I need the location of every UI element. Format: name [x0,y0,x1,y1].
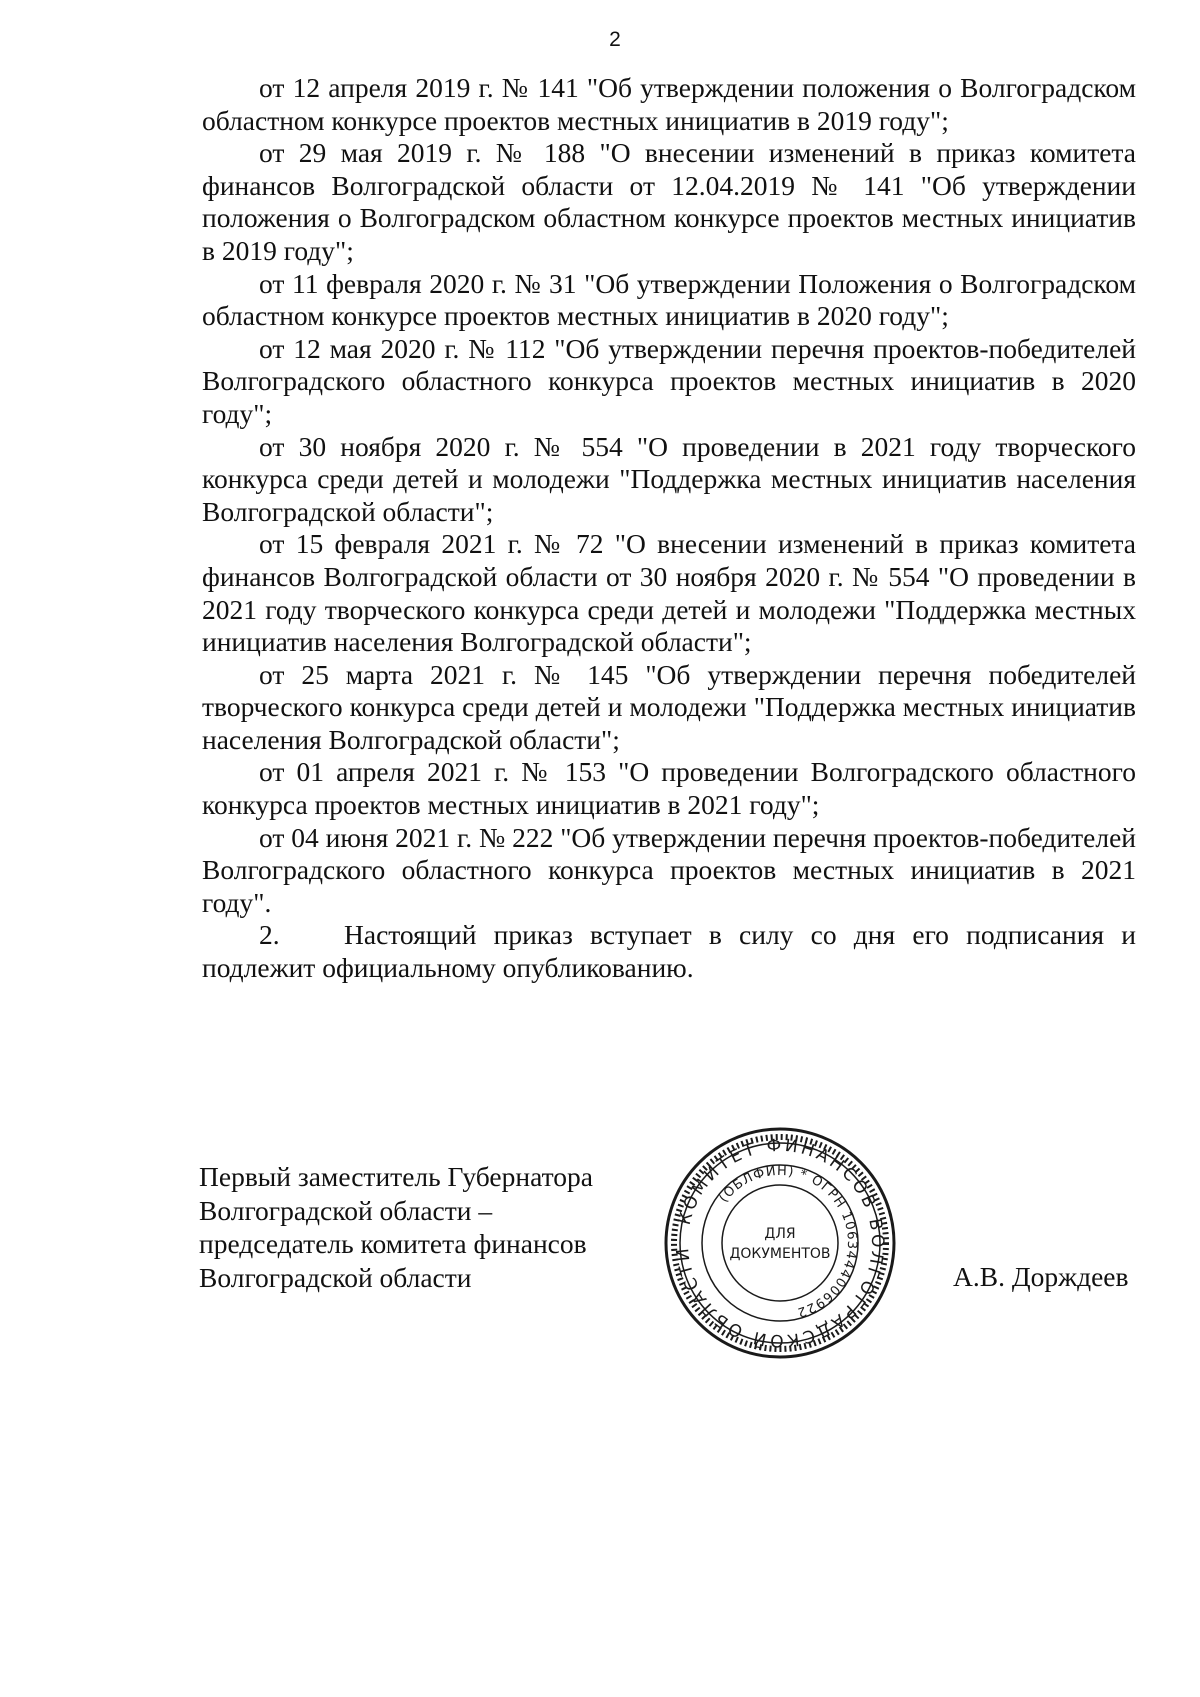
order-reference-paragraph: от 04 июня 2021 г. № 222 "Об утверждении перечня проектов-победителей Волгоградского областного конкурса проектов местных инициатив в 2021 году". [202,821,1137,918]
order-reference-paragraph: от 15 февраля 2021 г. № 72 "О внесении изменений в приказ комитета финансов Волгоградской области от 30 ноября 2020 г. № 554 "О проведении в 2021 году творческого конкурса среди детей и молодежи "Поддержка местных инициатив населения Волгоградской области"; [202,528,1136,658]
item-2-text: Настоящий приказ вступает в силу со дня его подписания и подлежит официальному опубликованию. [202,919,1136,984]
seal-outer-text: КОМИТЕТ ФИНАНСОВ ВОЛГОГРАДСКОЙ ОБЛАСТИ [672,1135,888,1351]
signer-position-line: председатель комитета финансов [199,1228,587,1259]
order-reference-paragraph: от 25 марта 2021 г. № 145 "Об утверждении перечня победителей творческого конкурса среди детей и молодежи "Поддержка местных инициатив населения Волгоградской области"; [202,658,1136,755]
seal-graphic [660,1123,900,1363]
page-number: 2 [609,28,621,51]
seal-center-text: ДЛЯ [764,1226,796,1242]
document-body [202,72,1136,985]
item-2-number: 2. [259,919,280,951]
item-2-paragraph [202,919,1136,984]
seal-outer-ring [666,1129,894,1357]
signer-position-line: Волгоградской области [199,1261,472,1293]
order-reference-paragraph: от 11 февраля 2020 г. № 31 "Об утверждении Положения о Волгоградском областном конкурсе проектов местных инициатив в 2020 году"; [202,267,1136,332]
signer-position-line: Волгоградской области – [199,1194,493,1226]
order-reference-paragraph: от 12 апреля 2019 г. № 141 "Об утверждении положения о Волгоградском областном конкурсе проектов местных инициатив в 2019 году"; [202,72,1136,136]
order-reference-paragraph: от 12 мая 2020 г. № 112 "Об утверждении перечня проектов-победителей Волгоградского областного конкурса проектов местных инициатив в 2020 году"; [202,332,1136,429]
official-seal-stamp [660,1123,900,1363]
seal-ring [722,1185,838,1301]
seal-inner-text: (ОБЛФИН) * ОГРН 1063444006922 [716,1163,860,1320]
order-reference-paragraph: от 30 ноября 2020 г. № 554 "О проведении в 2021 году творческого конкурса среди детей и молодежи "Поддержка местных инициатив населения Волгоградской области"; [202,430,1136,527]
signer-position-line: Первый заместитель Губернатора [199,1161,593,1192]
order-reference-paragraph: от 01 апреля 2021 г. № 153 "О проведении Волгоградского областного конкурса проектов местных инициатив в 2021 году"; [202,756,1136,821]
signature-position [199,1160,669,1294]
order-reference-paragraph: от 29 мая 2019 г. № 188 "О внесении изменений в приказ комитета финансов Волгоградской области от 12.04.2019 № 141 "Об утверждении положения о Волгоградском областном конкурсе проектов местных инициатив в 2019 году"; [202,137,1136,266]
seal-center-text: ДОКУМЕНТОВ [729,1246,831,1262]
signer-name: А.В. Дорждеев [953,1261,1129,1292]
